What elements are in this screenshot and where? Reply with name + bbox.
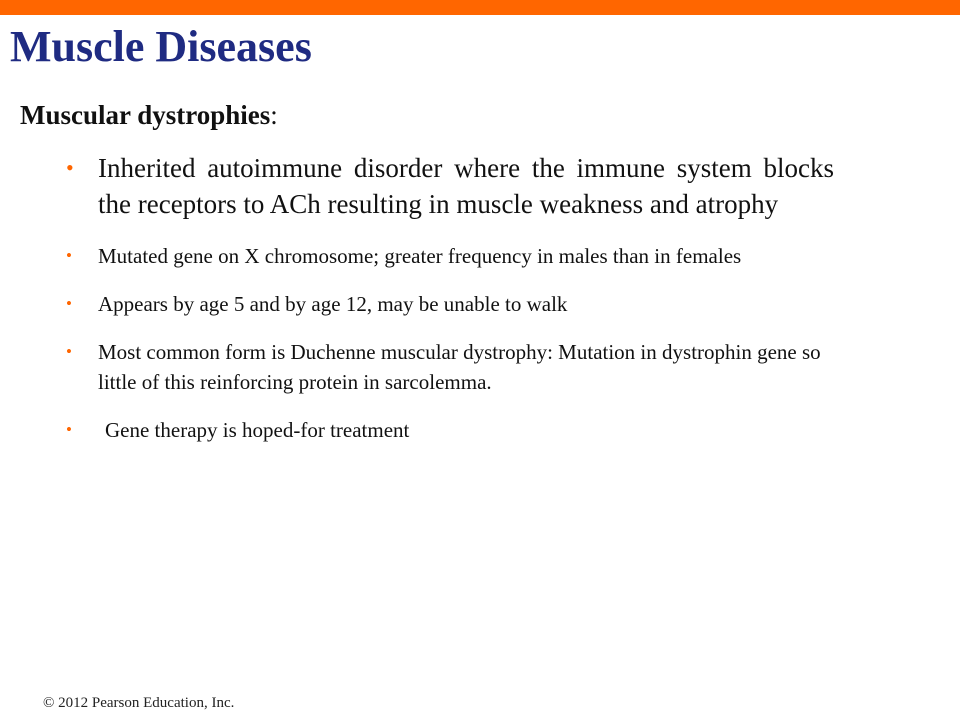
subtitle-colon: : [270, 100, 278, 130]
bullet-dot-icon: • [66, 294, 72, 313]
bullet-item [66, 241, 834, 271]
bullet-dot-icon: • [66, 420, 72, 439]
bullet-item [66, 289, 834, 319]
bullet-text: Most common form is Duchenne muscular dystrophy: Mutation in dystrophin gene so little of this reinforcing protein in sarcolemma. [98, 340, 821, 394]
bullet-list [66, 150, 834, 463]
top-accent-bar [0, 0, 960, 15]
bullet-dot-icon: • [66, 342, 72, 361]
bullet-text: Appears by age 5 and by age 12, may be unable to walk [98, 292, 568, 316]
slide-title: Muscle Diseases [10, 22, 312, 71]
bullet-text: Inherited autoimmune disorder where the immune system blocks the receptors to ACh resulting in muscle weakness and atrophy [98, 153, 834, 219]
copyright-footer: © 2012 Pearson Education, Inc. [43, 695, 235, 711]
bullet-item [66, 150, 834, 222]
bullet-item [66, 337, 834, 397]
subtitle-bold-text: Muscular dystrophies [20, 100, 271, 130]
slide-subtitle [20, 97, 278, 133]
bullet-dot-icon: • [66, 246, 72, 265]
bullet-dot-icon: • [66, 155, 74, 180]
bullet-item [66, 415, 834, 445]
bullet-text: Gene therapy is hoped-for treatment [105, 418, 410, 442]
bullet-text: Mutated gene on X chromosome; greater frequency in males than in females [98, 244, 742, 268]
